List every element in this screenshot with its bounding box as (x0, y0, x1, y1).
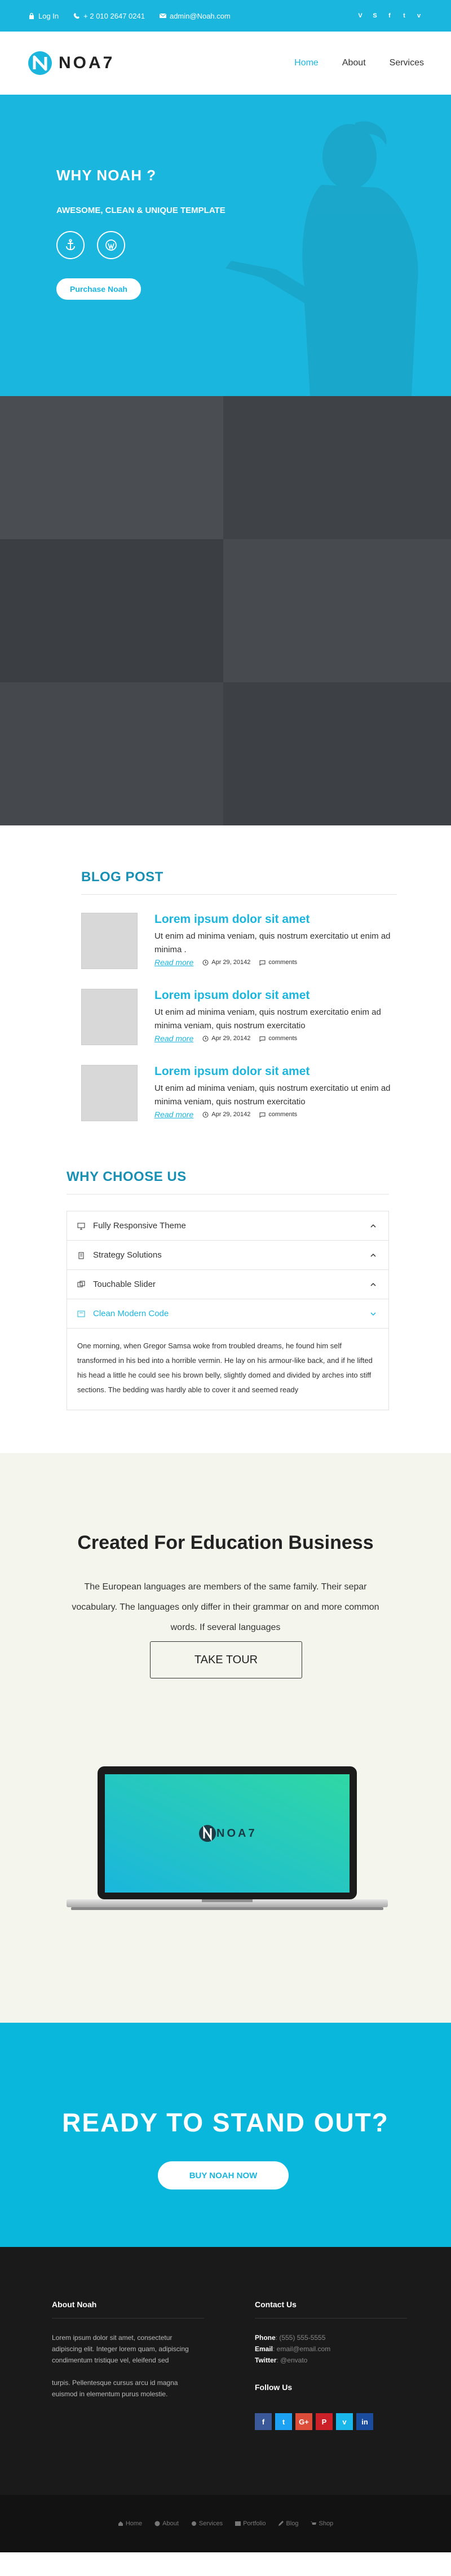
comment-icon (259, 1112, 266, 1118)
hero-title: WHY NOAH ? (56, 167, 157, 184)
footer-email[interactable]: Email: email@email.com (255, 2345, 331, 2353)
post-title[interactable]: Lorem ipsum dolor sit amet (154, 1065, 310, 1078)
post-excerpt: Ut enim ad minima veniam, quis nostrum exercitatio ut enim ad minima . (154, 931, 391, 954)
portfolio-tile[interactable] (223, 396, 451, 539)
footer-link-blog[interactable]: Blog (278, 2520, 298, 2527)
post-date: Apr 29, 20142 (211, 959, 251, 966)
footer-link-home[interactable]: Home (118, 2520, 142, 2527)
take-tour-button[interactable]: TAKE TOUR (150, 1641, 302, 1678)
cart-icon (311, 2521, 316, 2526)
comment-icon (259, 1036, 266, 1042)
buy-now-button[interactable]: BUY NOAH NOW (158, 2161, 289, 2189)
read-more-link[interactable]: Read more (154, 1034, 194, 1043)
footer-twitter[interactable]: Twitter: @envato (255, 2356, 308, 2364)
code-icon (77, 1310, 85, 1318)
blog-section (0, 825, 451, 1163)
clock-icon (202, 1112, 209, 1118)
clipboard-icon (77, 1251, 85, 1259)
footer-phone: Phone: (555) 555-5555 (255, 2334, 326, 2342)
footer-about-text: turpis. Pellentesque cursus arcu id magna euismod in elementum purus molestie. (52, 2379, 178, 2398)
footer-nav (0, 2495, 451, 2552)
vine-icon[interactable]: v (417, 12, 421, 19)
vimeo-icon[interactable]: V (358, 12, 362, 19)
linkedin-icon[interactable]: in (356, 2413, 373, 2430)
post-date: Apr 29, 20142 (211, 1111, 251, 1118)
portfolio-tile[interactable] (0, 539, 223, 682)
site-header (0, 32, 451, 95)
cta-title: READY TO STAND OUT? (62, 2108, 389, 2137)
email-link[interactable] (160, 12, 231, 20)
vimeo-icon[interactable]: v (336, 2413, 353, 2430)
image-icon (235, 2521, 241, 2526)
hero-section (0, 95, 451, 396)
wordpress-button[interactable] (97, 231, 125, 259)
chevron-down-icon (369, 1310, 377, 1318)
post-comments[interactable]: comments (268, 959, 298, 966)
phone-icon (73, 12, 80, 19)
anchor-icon (64, 239, 77, 251)
clock-icon (202, 1036, 209, 1042)
footer-link-portfolio[interactable]: Portfolio (235, 2520, 266, 2527)
wordpress-icon (105, 239, 117, 251)
chevron-up-icon (369, 1281, 377, 1289)
topbar-socials (356, 12, 423, 20)
post-comments[interactable]: comments (268, 1035, 298, 1042)
facebook-icon[interactable]: f (388, 12, 391, 19)
home-icon (118, 2521, 123, 2526)
accordion-item-strategy[interactable] (67, 1241, 388, 1270)
download-button[interactable] (56, 231, 85, 259)
logo-text: NOA7 (59, 54, 115, 72)
footer-follow-title: Follow Us (255, 2383, 293, 2392)
education-section (0, 1453, 451, 2023)
chevron-up-icon (369, 1222, 377, 1230)
accordion-item-code[interactable] (67, 1299, 388, 1329)
portfolio-tile[interactable] (0, 682, 223, 825)
lock-icon (28, 12, 35, 19)
accordion-content: One morning, when Gregor Samsa woke from troubled dreams, he found him self transformed in his bed into a horrible vermin. He lay on his armour-like back, and if he lifted his head a little he could see his brown belly, slightly domed and divided by arches into stiff sections. The bedding was hardly able to cover it and seemed ready (77, 1342, 373, 1394)
hero-subtitle: AWESOME, CLEAN & UNIQUE TEMPLATE (56, 206, 226, 215)
portfolio-grid (0, 396, 451, 825)
footer-contact-title: Contact Us (255, 2300, 297, 2309)
features-accordion (67, 1211, 389, 1410)
post-title[interactable]: Lorem ipsum dolor sit amet (154, 989, 310, 1002)
post-date: Apr 29, 20142 (211, 1035, 251, 1042)
monitor-icon (77, 1222, 85, 1230)
phone-link[interactable] (73, 12, 145, 20)
footer-link-about[interactable]: About (154, 2520, 179, 2527)
footer-link-shop[interactable]: Shop (311, 2520, 333, 2527)
logo-mark-icon (27, 50, 53, 76)
purchase-button[interactable]: Purchase Noah (56, 278, 141, 300)
footer-about-text: Lorem ipsum dolor sit amet, consectetur adipiscing elit. Integer lorem quam, adipiscing condimentum tristique vel, eleifend sed (52, 2334, 189, 2364)
person-silhouette-image (209, 117, 434, 396)
comment-icon (259, 960, 266, 966)
layers-icon (77, 1281, 85, 1289)
login-link[interactable] (28, 12, 59, 20)
logo[interactable] (27, 50, 114, 76)
read-more-link[interactable]: Read more (154, 1110, 194, 1119)
info-icon (154, 2521, 160, 2526)
accordion-label: Clean Modern Code (93, 1309, 169, 1318)
divider (81, 894, 397, 895)
envelope-icon (160, 12, 166, 19)
google-plus-icon[interactable]: G+ (295, 2413, 312, 2430)
portfolio-tile[interactable] (0, 396, 223, 539)
facebook-icon[interactable]: f (255, 2413, 272, 2430)
twitter-icon[interactable]: t (403, 12, 405, 19)
blog-post (81, 989, 397, 1045)
accordion-label: Fully Responsive Theme (93, 1221, 186, 1231)
accordion-label: Touchable Slider (93, 1280, 156, 1289)
footer-link-services[interactable]: Services (191, 2520, 223, 2527)
education-title: Created For Education Business (77, 1532, 374, 1553)
portfolio-tile[interactable] (223, 539, 451, 682)
post-thumbnail[interactable] (81, 913, 138, 969)
nav-home[interactable]: Home (294, 58, 319, 68)
blog-post (81, 1065, 397, 1121)
accordion-item-responsive[interactable] (67, 1211, 388, 1241)
education-description: The European languages are members of the same family. Their separ vocabulary. The languages only differ in their grammar on and more common words. If several languages (72, 1582, 379, 1632)
main-nav (294, 58, 424, 68)
login-label: Log In (38, 11, 59, 20)
phone-label: + 2 010 2647 0241 (83, 11, 145, 20)
blog-title: BLOG POST (81, 869, 163, 885)
why-choose-us-section (0, 1163, 451, 1453)
pencil-icon (278, 2521, 284, 2526)
why-title: WHY CHOOSE US (67, 1169, 187, 1184)
footer-about-title: About Noah (52, 2300, 97, 2309)
post-title[interactable]: Lorem ipsum dolor sit amet (154, 913, 310, 926)
portfolio-tile[interactable] (223, 682, 451, 825)
footer-social-row (255, 2413, 407, 2430)
cta-section (0, 2023, 451, 2247)
email-label: admin@Noah.com (169, 11, 231, 20)
post-comments[interactable]: comments (268, 1111, 298, 1118)
read-more-link[interactable]: Read more (154, 958, 194, 967)
post-thumbnail[interactable] (81, 1065, 138, 1121)
nav-services[interactable]: Services (389, 58, 424, 68)
twitter-icon[interactable]: t (275, 2413, 292, 2430)
clock-icon (202, 960, 209, 966)
accordion-item-slider[interactable] (67, 1270, 388, 1299)
nav-about[interactable]: About (342, 58, 366, 68)
chevron-up-icon (369, 1251, 377, 1259)
blog-post (81, 913, 397, 969)
post-thumbnail[interactable] (81, 989, 138, 1045)
skype-icon[interactable]: S (373, 12, 377, 19)
accordion-label: Strategy Solutions (93, 1250, 162, 1260)
site-footer (0, 2247, 451, 2495)
post-excerpt: Ut enim ad minima veniam, quis nostrum exercitatio ut enim ad minima veniam, quis nostrum exercitatio (154, 1083, 391, 1107)
post-excerpt: Ut enim ad minima veniam, quis nostrum exercitatio enim ad minima veniam, quis nostrum exercitatio (154, 1007, 381, 1031)
gear-icon (191, 2521, 197, 2526)
top-bar (0, 0, 451, 32)
laptop-screen-logo: NOA7 (216, 1827, 257, 1840)
pinterest-icon[interactable]: P (316, 2413, 333, 2430)
